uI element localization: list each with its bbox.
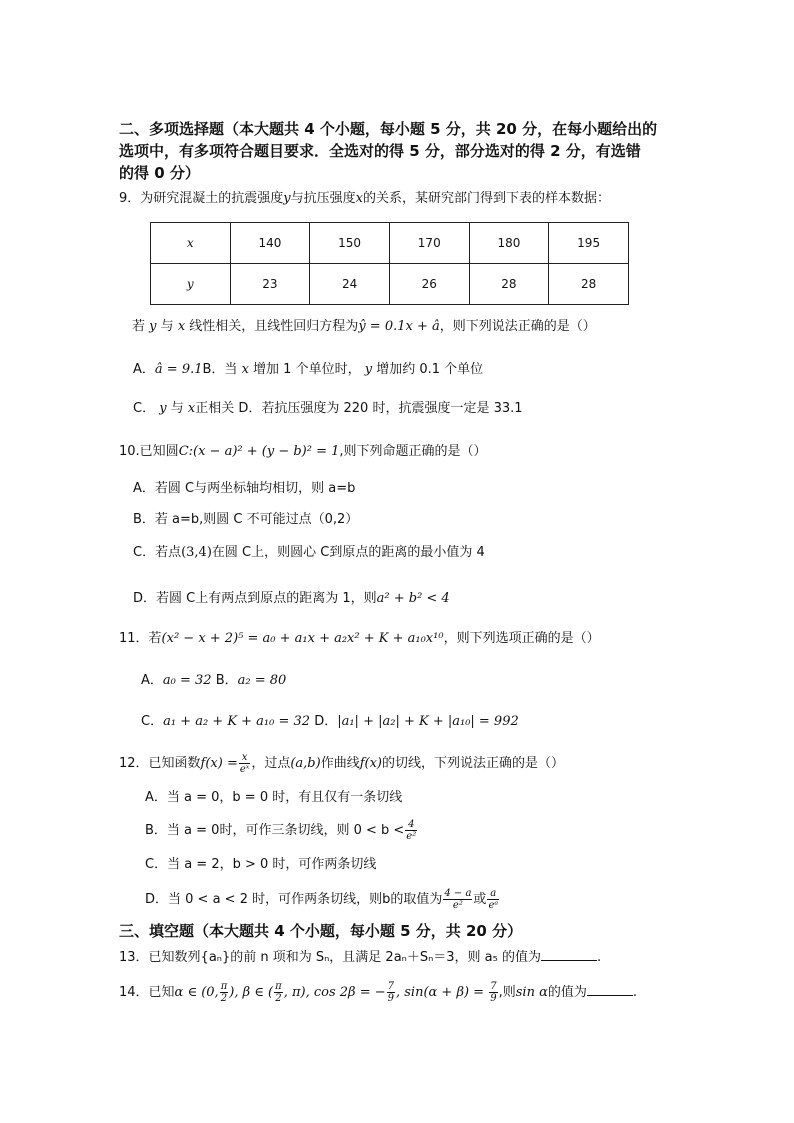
table-cell: 23 [230,264,310,305]
table-cell: 180 [469,223,549,264]
section2-heading-line2: 选项中，有多项符合题目要求．全选对的得 5 分，部分选对的得 2 分，有选错 [119,142,641,160]
q10-stem: 10.已知圆C:(x − a)² + (y − b)² = 1,则下列命题正确的是（） [119,444,487,459]
q13-text: 13．已知数列{aₙ}的前 n 项和为 Sₙ，且满足 2aₙ＋Sₙ＝3，则 a₅ 的值为 . [119,950,602,965]
table-cell: 195 [549,223,629,264]
q9-data-table [150,222,629,305]
q14-text: 14．已知α ∈ (0, $\frac{\pi}{2}$ ), β ∈ ( $\frac{\pi}{2}$ , π), cos 2β = − $\frac{7}{9}$ , sin(α + β) = $\frac{7}{9}$ ,则sin α的值为 . [119,981,638,1004]
table-row [151,264,629,305]
section2-heading-line3: 的得 0 分） [119,164,200,182]
q12-stem: 12．已知函数f(x) = $\frac{x}{\text{eˣ}}$ ，过点(a,b)作曲线f(x)的切线，下列说法正确的是（） [119,752,565,775]
q12-option-c: C．当 a = 2，b > 0 时，可作两条切线 [145,857,377,872]
table-cell: 28 [469,264,549,305]
q12-option-a: A．当 a = 0，b = 0 时，有且仅有一条切线 [145,790,403,805]
q12-option-b: B．当 a = 0时，可作三条切线，则 0 < b < $\frac{4}{\text{e²}}$ [145,819,417,842]
q12-function-fraction: $\frac{x}{\text{eˣ}}$ [239,752,250,775]
q11-options-cd: C．a₁ + a₂ + K + a₁₀ = 32 D．|a₁| + |a₂| + K + |a₁₀| = 992 [141,714,519,729]
section3-heading: 三、填空题（本大题共 4 个小题，每小题 5 分，共 20 分） [119,922,523,940]
q14-answer-blank[interactable] [587,995,633,996]
q9-options-ab: A．â = 9.1B．当 x 增加 1 个单位时， y 增加约 0.1 个单位 [133,362,484,377]
table-cell: 150 [310,223,390,264]
table-cell: 170 [389,223,469,264]
q13-answer-blank[interactable] [541,960,597,961]
q11-stem: 11．若(x² − x + 2)⁵ = a₀ + a₁x + a₂x² + K + a₁₀x¹⁰，则下列选项正确的是（） [119,631,600,646]
q10-circle-equation: C:(x − a)² + (y − b)² = 1 [178,444,340,459]
table-cell: 26 [389,264,469,305]
q10-option-b: B．若 a=b,则圆 C 不可能过点（0,2） [133,512,359,527]
table-cell: 28 [549,264,629,305]
q10-option-a: A．若圆 C与两坐标轴均相切，则 a=b [133,481,356,496]
q9-condition: 若 y 与 x 线性相关，且线性回归方程为ŷ = 0.1x + â，则下列说法正确的是（） [132,319,596,334]
q10-option-d: D．若圆 C上有两点到原点的距离为 1，则a² + b² < 4 [133,591,450,606]
q10-option-c: C．若点(3,4)在圆 C上，则圆心 C到原点的距离的最小值为 4 [133,545,485,560]
table-cell: x [151,223,231,264]
q9-options-cd: C． y 与 x正相关 D．若抗压强度为 220 时，抗震强度一定是 33.1 [133,401,523,416]
table-cell: 24 [310,264,390,305]
q11-expansion: (x² − x + 2)⁵ = a₀ + a₁x + a₂x² + K + a₁₀x¹⁰ [161,631,444,646]
q12-option-d: D．当 0 < a < 2 时，可作两条切线，则b的取值为 $\frac{4 - a}{\text{e²}}$ 或 $\frac{a}{\text{eᵃ}}$ [145,888,499,911]
table-row [151,223,629,264]
q9-stem: 9．为研究混凝土的抗震强度y与抗压强度x的关系，某研究部门得到下表的样本数据： [119,191,611,206]
table-cell: 140 [230,223,310,264]
section2-heading-line1: 二、多项选择题（本大题共 4 个小题，每小题 5 分，共 20 分，在每小题给出的 [119,120,658,138]
q11-options-ab: A．a₀ = 32 B．a₂ = 80 [141,673,287,688]
q9-regression-equation: ŷ = 0.1x + â [358,319,440,334]
table-cell: y [151,264,231,305]
